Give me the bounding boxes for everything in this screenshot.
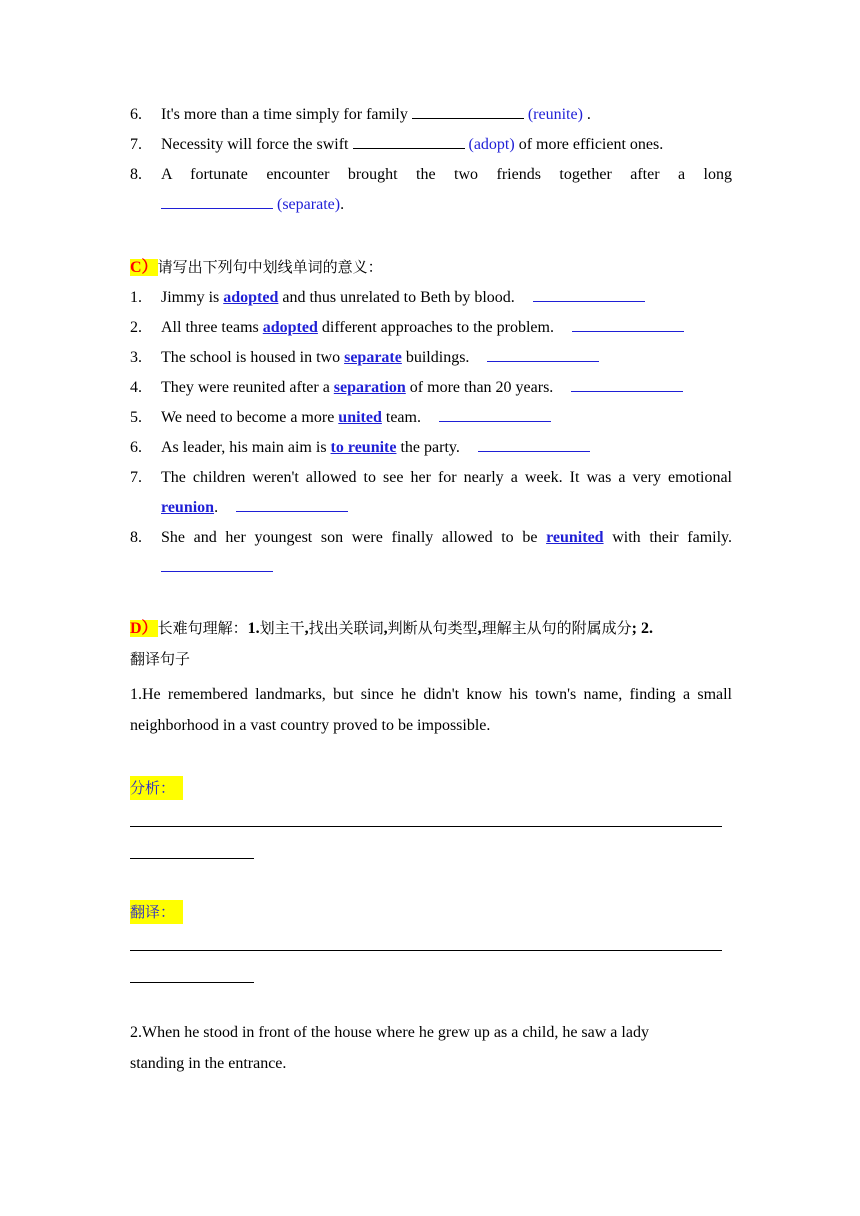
translation-label: 翻译：	[130, 900, 183, 924]
answer-blank[interactable]	[571, 377, 683, 392]
answer-blank[interactable]	[161, 557, 273, 572]
section-d-heading: D）长难句理解：1.划主干,找出关联词,判断从句类型,理解主从句的附属成分; 2. 翻译句子	[130, 619, 653, 668]
list-item: 1. Jimmy is adopted and thus unrelated to Beth by blood.	[130, 283, 732, 313]
list-item: 2. All three teams adopted different approaches to the problem.	[130, 313, 732, 343]
list-item: 4. They were reunited after a separation of more than 20 years.	[130, 373, 732, 403]
list-item: 8. A fortunate encounter brought the two friends together after a long (separate).	[130, 166, 732, 213]
answer-blank[interactable]	[439, 407, 551, 422]
section-b-list	[130, 100, 732, 220]
answer-blank[interactable]	[353, 134, 465, 149]
analysis-line[interactable]	[130, 858, 254, 859]
answer-blank[interactable]	[572, 317, 684, 332]
answer-blank[interactable]	[533, 287, 645, 302]
answer-blank[interactable]	[161, 194, 273, 209]
list-item: 5. We need to become a more united team.	[130, 403, 732, 433]
section-c-heading: C）请写出下列句中划线单词的意义：	[130, 258, 383, 276]
translation-line[interactable]	[130, 950, 722, 951]
answer-blank[interactable]	[487, 347, 599, 362]
answer-blank[interactable]	[412, 104, 524, 119]
sentence-2: 2.When he stood in front of the house where he grew up as a child, he saw a lady standing in the entrance.	[130, 1024, 649, 1072]
list-item: 3. The school is housed in two separate buildings.	[130, 343, 732, 373]
analysis-label: 分析：	[130, 776, 183, 800]
answer-blank[interactable]	[478, 437, 590, 452]
sentence-1: 1.He remembered landmarks, but since he didn't know his town's name, finding a small neighborhood in a vast country proved to be impossible.	[130, 686, 732, 734]
list-item: 8. She and her youngest son were finally allowed to be reunited with their family.	[130, 523, 732, 583]
list-item: 7. Necessity will force the swift (adopt) of more efficient ones.	[130, 136, 664, 153]
section-c-list	[130, 283, 732, 583]
list-item: 6. As leader, his main aim is to reunite the party.	[130, 433, 732, 463]
translation-line[interactable]	[130, 982, 254, 983]
list-item: 7. The children weren't allowed to see her for nearly a week. It was a very emotional reunion.	[130, 469, 732, 516]
analysis-line[interactable]	[130, 826, 722, 827]
answer-blank[interactable]	[236, 497, 348, 512]
list-item: 6. It's more than a time simply for family (reunite) .	[130, 106, 591, 123]
